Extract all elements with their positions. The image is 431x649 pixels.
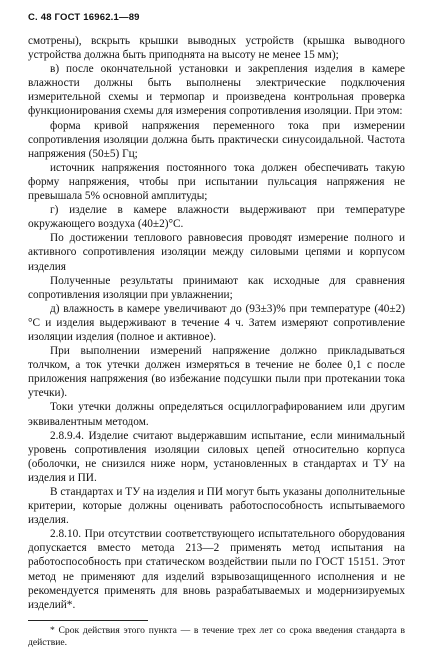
paragraph: По достижении теплового равновесия проводят измерение полного и активного сопротивления изоляции между силовыми цепями и корпусом изделия [28,232,405,273]
page-header: С. 48 ГОСТ 16962.1—89 [28,12,140,23]
paragraph: 2.8.10. При отсутствии соответствующего испытательного оборудования допускается вместо метода 213—2 применять метод испытания на работоспособность при статическом воздействии пыли по ГОСТ 15151. Этот метод не применяют для изделий взрывозащищенного исполнения и не рекомендуется применять для вновь разрабатываемых и модернизируемых изделий*. [28,528,405,611]
paragraph: В стандартах и ТУ на изделия и ПИ могут быть указаны дополнительные критерии, которые должны оценивать работоспособность испытываемого изделия. [28,486,405,527]
footnote-divider [28,620,148,621]
paragraph: Полученные результаты принимают как исходные для сравнения сопротивления изоляции при увлажнении; [28,274,405,301]
paragraph: д) влажность в камере увеличивают до (93±3)% при температуре (40±2)°С и изделия выдерживают в течение 4 ч. Затем измеряют сопротивление изоляции изделия (полное и активное). [28,302,405,343]
paragraph: 2.8.9.4. Изделие считают выдержавшим испытание, если минимальный уровень сопротивления изоляции силовых цепей относительно корпуса (оболочки, не снизился ниже норм, установленных в стандартах и ТУ на изделия и ПИ. [28,429,405,484]
paragraph: г) изделие в камере влажности выдерживают при температуре окружающего воздуха (40±2)°С. [28,204,405,231]
paragraph: форма кривой напряжения переменного тока при измерении сопротивления изоляции должна быть практически синусоидальной. Частота напряжения (50±5) Гц; [28,119,405,160]
footnote: * Срок действия этого пункта — в течение трех лет со срока введения стандарта в действие. [28,624,405,648]
document-body [28,34,405,612]
paragraph: Токи утечки должны определяться осциллографированием или другим эквивалентным методом. [28,401,405,428]
paragraph: в) после окончательной установки и закрепления изделия в камере влажности должны быть выполнены электрические подключения измерительной схемы и термопар и произведена контрольная проверка функционирования схемы для измерения сопротивления изоляции. При этом: [28,63,405,118]
paragraph: смотрены), вскрыть крышки выводных устройств (крышка выводного устройства должна быть приподнята на высоту не менее 15 мм); [28,35,405,62]
paragraph: При выполнении измерений напряжение должно прикладываться толчком, а ток утечки должен измеряться в течение не более 0,1 с после приложения напряжения (во избежание подсушки пыли при протекании тока утечки). [28,345,405,400]
paragraph: источник напряжения постоянного тока должен обеспечивать такую форму напряжения, чтобы при испытании пульсация напряжения не превышала 5% основной амплитуды; [28,161,405,203]
